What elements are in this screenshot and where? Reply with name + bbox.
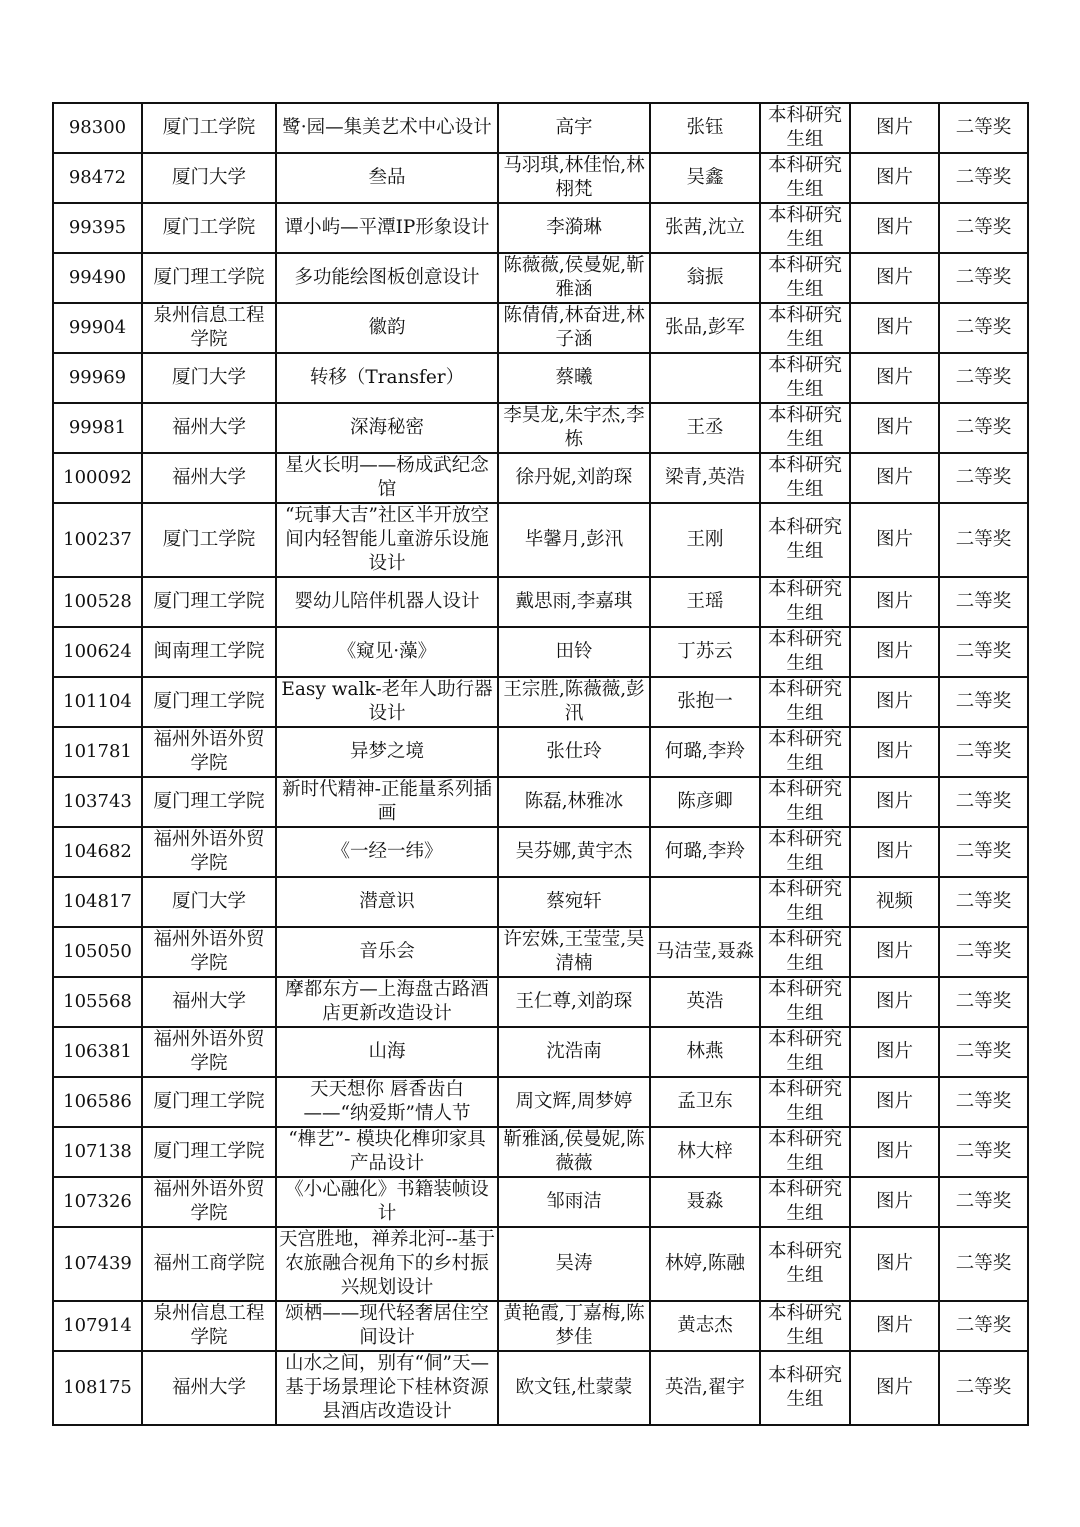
- cell-work: 天天想你 唇香齿白——“纳爱斯”情人节: [276, 1077, 498, 1127]
- cell-school: 厦门理工学院: [142, 1127, 276, 1177]
- cell-award: 二等奖: [939, 827, 1028, 877]
- cell-work: Easy walk-老年人助行器设计: [276, 677, 498, 727]
- cell-authors: 徐丹妮,刘韵琛: [498, 453, 650, 503]
- cell-id: 107439: [53, 1227, 142, 1301]
- table-row: [53, 403, 1028, 453]
- cell-award: 二等奖: [939, 877, 1028, 927]
- cell-id: 99981: [53, 403, 142, 453]
- cell-id: 101104: [53, 677, 142, 727]
- cell-school: 福州大学: [142, 1351, 276, 1425]
- table-row: [53, 727, 1028, 777]
- cell-work: “玩事大吉”社区半开放空间内轻智能儿童游乐设施设计: [276, 503, 498, 577]
- cell-advisor: 张钰: [650, 103, 760, 153]
- cell-school: 福州大学: [142, 977, 276, 1027]
- cell-authors: 靳雅涵,侯曼妮,陈薇薇: [498, 1127, 650, 1177]
- cell-id: 99395: [53, 203, 142, 253]
- cell-id: 106381: [53, 1027, 142, 1077]
- cell-group: 本科研究生组: [760, 1301, 850, 1351]
- table-row: [53, 627, 1028, 677]
- cell-advisor: 梁青,英浩: [650, 453, 760, 503]
- cell-school: 泉州信息工程学院: [142, 1301, 276, 1351]
- cell-school: 厦门工学院: [142, 103, 276, 153]
- table-row: [53, 677, 1028, 727]
- cell-work: 谭小屿—平潭IP形象设计: [276, 203, 498, 253]
- cell-advisor: 吴鑫: [650, 153, 760, 203]
- cell-work: 《一经一纬》: [276, 827, 498, 877]
- cell-award: 二等奖: [939, 1127, 1028, 1177]
- cell-school: 厦门大学: [142, 877, 276, 927]
- cell-id: 106586: [53, 1077, 142, 1127]
- cell-award: 二等奖: [939, 403, 1028, 453]
- cell-authors: 毕馨月,彭汛: [498, 503, 650, 577]
- cell-authors: 李漪琳: [498, 203, 650, 253]
- cell-group: 本科研究生组: [760, 453, 850, 503]
- cell-type: 图片: [850, 453, 939, 503]
- cell-award: 二等奖: [939, 1027, 1028, 1077]
- cell-school: 厦门工学院: [142, 203, 276, 253]
- cell-work: 天宫胜地，禅养北河--基于农旅融合视角下的乡村振兴规划设计: [276, 1227, 498, 1301]
- cell-award: 二等奖: [939, 777, 1028, 827]
- cell-authors: 蔡宛轩: [498, 877, 650, 927]
- cell-advisor: 陈彦卿: [650, 777, 760, 827]
- cell-work: 潜意识: [276, 877, 498, 927]
- cell-type: 图片: [850, 777, 939, 827]
- cell-award: 二等奖: [939, 1301, 1028, 1351]
- cell-work: 深海秘密: [276, 403, 498, 453]
- cell-school: 福州大学: [142, 453, 276, 503]
- cell-type: 图片: [850, 503, 939, 577]
- cell-award: 二等奖: [939, 977, 1028, 1027]
- cell-authors: 欧文钰,杜蒙蒙: [498, 1351, 650, 1425]
- cell-award: 二等奖: [939, 1177, 1028, 1227]
- cell-work: 多功能绘图板创意设计: [276, 253, 498, 303]
- cell-authors: 李昊龙,朱宇杰,李栋: [498, 403, 650, 453]
- cell-id: 105568: [53, 977, 142, 1027]
- cell-id: 107326: [53, 1177, 142, 1227]
- cell-group: 本科研究生组: [760, 727, 850, 777]
- cell-award: 二等奖: [939, 927, 1028, 977]
- cell-school: 厦门大学: [142, 153, 276, 203]
- table-row: [53, 577, 1028, 627]
- table-row: [53, 1227, 1028, 1301]
- cell-authors: 吴芬娜,黄宇杰: [498, 827, 650, 877]
- cell-authors: 高宇: [498, 103, 650, 153]
- cell-authors: 戴思雨,李嘉琪: [498, 577, 650, 627]
- cell-school: 福州外语外贸学院: [142, 827, 276, 877]
- table-row: [53, 353, 1028, 403]
- cell-authors: 陈薇薇,侯曼妮,靳雅涵: [498, 253, 650, 303]
- cell-id: 101781: [53, 727, 142, 777]
- table-row: [53, 153, 1028, 203]
- cell-type: 图片: [850, 1127, 939, 1177]
- table-row: [53, 203, 1028, 253]
- cell-id: 105050: [53, 927, 142, 977]
- cell-school: 厦门理工学院: [142, 1077, 276, 1127]
- cell-group: 本科研究生组: [760, 403, 850, 453]
- cell-group: 本科研究生组: [760, 253, 850, 303]
- cell-work: 星火长明——杨成武纪念馆: [276, 453, 498, 503]
- cell-advisor: 王瑶: [650, 577, 760, 627]
- cell-award: 二等奖: [939, 503, 1028, 577]
- cell-work: 摩都东方—上海盘古路酒店更新改造设计: [276, 977, 498, 1027]
- cell-work: 《窥见·藻》: [276, 627, 498, 677]
- cell-authors: 邹雨洁: [498, 1177, 650, 1227]
- cell-type: 图片: [850, 153, 939, 203]
- awards-table-body: [53, 103, 1028, 1425]
- cell-group: 本科研究生组: [760, 627, 850, 677]
- cell-advisor: 孟卫东: [650, 1077, 760, 1127]
- cell-id: 100237: [53, 503, 142, 577]
- table-row: [53, 1127, 1028, 1177]
- cell-school: 厦门理工学院: [142, 577, 276, 627]
- cell-authors: 马羽琪,林佳怡,林栩梵: [498, 153, 650, 203]
- cell-authors: 王仁尊,刘韵琛: [498, 977, 650, 1027]
- cell-type: 图片: [850, 1077, 939, 1127]
- cell-authors: 陈倩倩,林奋进,林子涵: [498, 303, 650, 353]
- cell-school: 福州外语外贸学院: [142, 1177, 276, 1227]
- cell-work: 异梦之境: [276, 727, 498, 777]
- cell-award: 二等奖: [939, 353, 1028, 403]
- cell-type: 图片: [850, 577, 939, 627]
- cell-group: 本科研究生组: [760, 103, 850, 153]
- cell-authors: 吴涛: [498, 1227, 650, 1301]
- cell-award: 二等奖: [939, 627, 1028, 677]
- cell-school: 福州外语外贸学院: [142, 1027, 276, 1077]
- cell-award: 二等奖: [939, 303, 1028, 353]
- cell-award: 二等奖: [939, 203, 1028, 253]
- cell-advisor: 林婷,陈融: [650, 1227, 760, 1301]
- cell-group: 本科研究生组: [760, 203, 850, 253]
- table-row: [53, 503, 1028, 577]
- cell-type: 图片: [850, 727, 939, 777]
- cell-authors: 张仕玲: [498, 727, 650, 777]
- cell-group: 本科研究生组: [760, 1227, 850, 1301]
- cell-advisor: 马洁莹,聂淼: [650, 927, 760, 977]
- cell-work: 婴幼儿陪伴机器人设计: [276, 577, 498, 627]
- cell-award: 二等奖: [939, 1227, 1028, 1301]
- cell-work: 山海: [276, 1027, 498, 1077]
- cell-group: 本科研究生组: [760, 303, 850, 353]
- cell-id: 104682: [53, 827, 142, 877]
- cell-advisor: [650, 877, 760, 927]
- cell-authors: 陈磊,林雅冰: [498, 777, 650, 827]
- table-row: [53, 1301, 1028, 1351]
- cell-id: 100528: [53, 577, 142, 627]
- table-row: [53, 1177, 1028, 1227]
- cell-type: 图片: [850, 253, 939, 303]
- cell-authors: 周文辉,周梦婷: [498, 1077, 650, 1127]
- cell-group: 本科研究生组: [760, 577, 850, 627]
- cell-authors: 沈浩南: [498, 1027, 650, 1077]
- cell-work: 颂栖——现代轻奢居住空间设计: [276, 1301, 498, 1351]
- cell-advisor: 王丞: [650, 403, 760, 453]
- cell-work: 叁品: [276, 153, 498, 203]
- cell-id: 107914: [53, 1301, 142, 1351]
- cell-group: 本科研究生组: [760, 977, 850, 1027]
- cell-advisor: [650, 353, 760, 403]
- cell-type: 图片: [850, 1177, 939, 1227]
- cell-id: 104817: [53, 877, 142, 927]
- cell-work: 音乐会: [276, 927, 498, 977]
- cell-advisor: 张抱一: [650, 677, 760, 727]
- cell-work: 徽韵: [276, 303, 498, 353]
- cell-advisor: 英浩: [650, 977, 760, 1027]
- cell-id: 100624: [53, 627, 142, 677]
- cell-work: 鹭·园—集美艺术中心设计: [276, 103, 498, 153]
- cell-type: 图片: [850, 203, 939, 253]
- cell-authors: 王宗胜,陈薇薇,彭汛: [498, 677, 650, 727]
- cell-group: 本科研究生组: [760, 1127, 850, 1177]
- cell-group: 本科研究生组: [760, 1077, 850, 1127]
- cell-group: 本科研究生组: [760, 777, 850, 827]
- cell-award: 二等奖: [939, 103, 1028, 153]
- cell-school: 厦门大学: [142, 353, 276, 403]
- cell-authors: 黄艳霞,丁嘉梅,陈梦佳: [498, 1301, 650, 1351]
- cell-type: 图片: [850, 977, 939, 1027]
- cell-group: 本科研究生组: [760, 153, 850, 203]
- table-row: [53, 827, 1028, 877]
- cell-authors: 蔡曦: [498, 353, 650, 403]
- cell-type: 图片: [850, 303, 939, 353]
- cell-award: 二等奖: [939, 1351, 1028, 1425]
- cell-advisor: 林燕: [650, 1027, 760, 1077]
- cell-award: 二等奖: [939, 577, 1028, 627]
- cell-work: “榫艺”- 模块化榫卯家具产品设计: [276, 1127, 498, 1177]
- cell-award: 二等奖: [939, 453, 1028, 503]
- cell-school: 厦门理工学院: [142, 777, 276, 827]
- table-row: [53, 1027, 1028, 1077]
- cell-group: 本科研究生组: [760, 927, 850, 977]
- cell-authors: 许宏姝,王莹莹,吴清楠: [498, 927, 650, 977]
- cell-type: 图片: [850, 1351, 939, 1425]
- table-row: [53, 103, 1028, 153]
- cell-school: 福州工商学院: [142, 1227, 276, 1301]
- cell-type: 图片: [850, 353, 939, 403]
- cell-id: 100092: [53, 453, 142, 503]
- cell-school: 福州外语外贸学院: [142, 727, 276, 777]
- cell-work: 山水之间，别有“侗”天—基于场景理论下桂林资源县酒店改造设计: [276, 1351, 498, 1425]
- cell-advisor: 林大梓: [650, 1127, 760, 1177]
- cell-group: 本科研究生组: [760, 1027, 850, 1077]
- cell-work: 新时代精神-正能量系列插画: [276, 777, 498, 827]
- cell-type: 视频: [850, 877, 939, 927]
- cell-type: 图片: [850, 103, 939, 153]
- cell-work: 转移（Transfer）: [276, 353, 498, 403]
- cell-group: 本科研究生组: [760, 677, 850, 727]
- cell-id: 99904: [53, 303, 142, 353]
- table-row: [53, 1351, 1028, 1425]
- cell-award: 二等奖: [939, 1077, 1028, 1127]
- cell-school: 福州大学: [142, 403, 276, 453]
- cell-advisor: 何璐,李羚: [650, 727, 760, 777]
- cell-work: 《小心融化》书籍装帧设计: [276, 1177, 498, 1227]
- cell-advisor: 王刚: [650, 503, 760, 577]
- cell-type: 图片: [850, 827, 939, 877]
- cell-school: 福州外语外贸学院: [142, 927, 276, 977]
- cell-school: 厦门理工学院: [142, 253, 276, 303]
- cell-advisor: 黄志杰: [650, 1301, 760, 1351]
- table-row: [53, 977, 1028, 1027]
- table-row: [53, 777, 1028, 827]
- cell-advisor: 聂淼: [650, 1177, 760, 1227]
- cell-type: 图片: [850, 627, 939, 677]
- cell-school: 泉州信息工程学院: [142, 303, 276, 353]
- cell-type: 图片: [850, 1227, 939, 1301]
- cell-group: 本科研究生组: [760, 877, 850, 927]
- cell-authors: 田铃: [498, 627, 650, 677]
- cell-type: 图片: [850, 1027, 939, 1077]
- table-row: [53, 1077, 1028, 1127]
- cell-type: 图片: [850, 1301, 939, 1351]
- cell-award: 二等奖: [939, 253, 1028, 303]
- cell-type: 图片: [850, 403, 939, 453]
- cell-advisor: 丁苏云: [650, 627, 760, 677]
- table-row: [53, 453, 1028, 503]
- cell-id: 103743: [53, 777, 142, 827]
- cell-school: 厦门理工学院: [142, 677, 276, 727]
- cell-id: 108175: [53, 1351, 142, 1425]
- cell-advisor: 张品,彭军: [650, 303, 760, 353]
- cell-advisor: 何璐,李羚: [650, 827, 760, 877]
- cell-school: 闽南理工学院: [142, 627, 276, 677]
- cell-group: 本科研究生组: [760, 1177, 850, 1227]
- cell-award: 二等奖: [939, 727, 1028, 777]
- cell-award: 二等奖: [939, 677, 1028, 727]
- cell-type: 图片: [850, 677, 939, 727]
- cell-advisor: 英浩,翟宇: [650, 1351, 760, 1425]
- cell-advisor: 张茜,沈立: [650, 203, 760, 253]
- cell-school: 厦门工学院: [142, 503, 276, 577]
- table-row: [53, 927, 1028, 977]
- cell-group: 本科研究生组: [760, 1351, 850, 1425]
- table-row: [53, 303, 1028, 353]
- cell-id: 98300: [53, 103, 142, 153]
- cell-award: 二等奖: [939, 153, 1028, 203]
- cell-id: 107138: [53, 1127, 142, 1177]
- cell-id: 99490: [53, 253, 142, 303]
- table-row: [53, 253, 1028, 303]
- cell-group: 本科研究生组: [760, 353, 850, 403]
- cell-advisor: 翁振: [650, 253, 760, 303]
- cell-type: 图片: [850, 927, 939, 977]
- cell-group: 本科研究生组: [760, 827, 850, 877]
- cell-id: 99969: [53, 353, 142, 403]
- awards-table: [52, 102, 1029, 1426]
- cell-group: 本科研究生组: [760, 503, 850, 577]
- table-row: [53, 877, 1028, 927]
- cell-id: 98472: [53, 153, 142, 203]
